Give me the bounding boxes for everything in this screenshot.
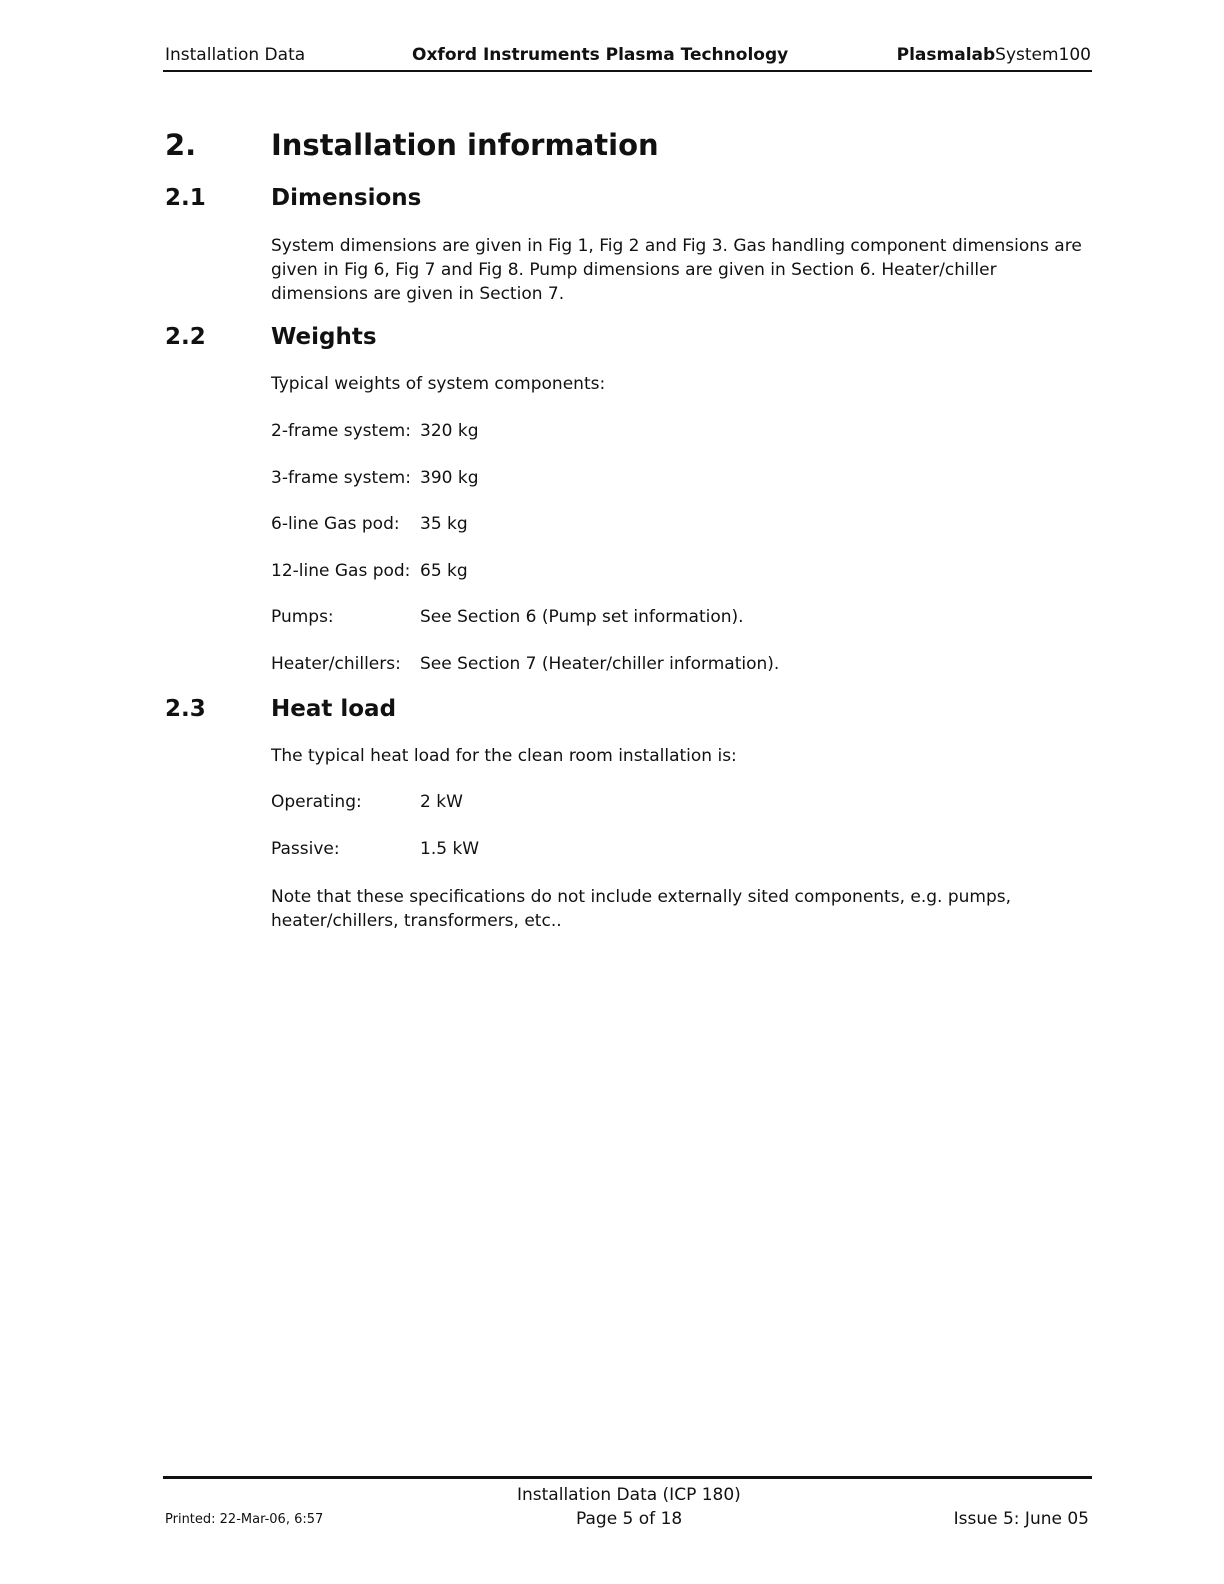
dimensions-number: 2.1 xyxy=(165,185,206,211)
footer-rule xyxy=(163,1476,1092,1479)
weight-value: 320 kg xyxy=(420,421,479,441)
heat-label: Passive: xyxy=(271,839,340,859)
page-title: Installation information xyxy=(271,128,659,162)
header-right-bold: Plasmalab xyxy=(896,45,996,65)
heat-load-number: 2.3 xyxy=(165,696,206,722)
heat-load-note xyxy=(271,885,1101,933)
text-line: Note that these specifications do not include externally sited components, e.g. pumps, xyxy=(271,887,1012,907)
heat-load-intro: The typical heat load for the clean room installation is: xyxy=(271,746,737,766)
header-right-normal: System100 xyxy=(995,45,1091,65)
weights-heading: Weights xyxy=(271,324,377,350)
text-line: dimensions are given in Section 7. xyxy=(271,284,565,304)
heat-load-heading: Heat load xyxy=(271,696,397,722)
header-right xyxy=(897,45,1091,65)
header-rule xyxy=(163,70,1092,72)
header-left: Installation Data xyxy=(165,45,306,65)
text-line: given in Fig 6, Fig 7 and Fig 8. Pump dimensions are given in Section 6. Heater/chiller xyxy=(271,260,997,280)
text-line: heater/chillers, transformers, etc.. xyxy=(271,911,562,931)
dimensions-heading: Dimensions xyxy=(271,185,422,211)
weight-value: 35 kg xyxy=(420,514,468,534)
heat-value: 2 kW xyxy=(420,792,463,812)
heat-value: 1.5 kW xyxy=(420,839,480,859)
footer-issue: Issue 5: June 05 xyxy=(953,1509,1089,1529)
footer-page-number: Page 5 of 18 xyxy=(576,1509,683,1529)
section-number: 2. xyxy=(165,128,197,162)
weight-label: 6-line Gas pod: xyxy=(271,514,400,534)
header-center: Oxford Instruments Plasma Technology xyxy=(412,45,789,65)
weight-label: Pumps: xyxy=(271,607,334,627)
weight-label: 2-frame system: xyxy=(271,421,411,441)
weight-value: See Section 7 (Heater/chiller information). xyxy=(420,654,780,674)
heat-label: Operating: xyxy=(271,792,362,812)
text-line: System dimensions are given in Fig 1, Fig 2 and Fig 3. Gas handling component dimensions are xyxy=(271,236,1082,256)
footer-doc-title: Installation Data (ICP 180) xyxy=(517,1485,741,1505)
weight-value: 390 kg xyxy=(420,468,479,488)
weight-label: 3-frame system: xyxy=(271,468,411,488)
weight-label: 12-line Gas pod: xyxy=(271,561,411,581)
footer-printed: Printed: 22-Mar-06, 6:57 xyxy=(165,1512,324,1527)
weight-value: See Section 6 (Pump set information). xyxy=(420,607,744,627)
weight-label: Heater/chillers: xyxy=(271,654,401,674)
weights-number: 2.2 xyxy=(165,324,206,350)
dimensions-paragraph xyxy=(271,234,1101,306)
weights-intro: Typical weights of system components: xyxy=(271,374,606,394)
weight-value: 65 kg xyxy=(420,561,468,581)
